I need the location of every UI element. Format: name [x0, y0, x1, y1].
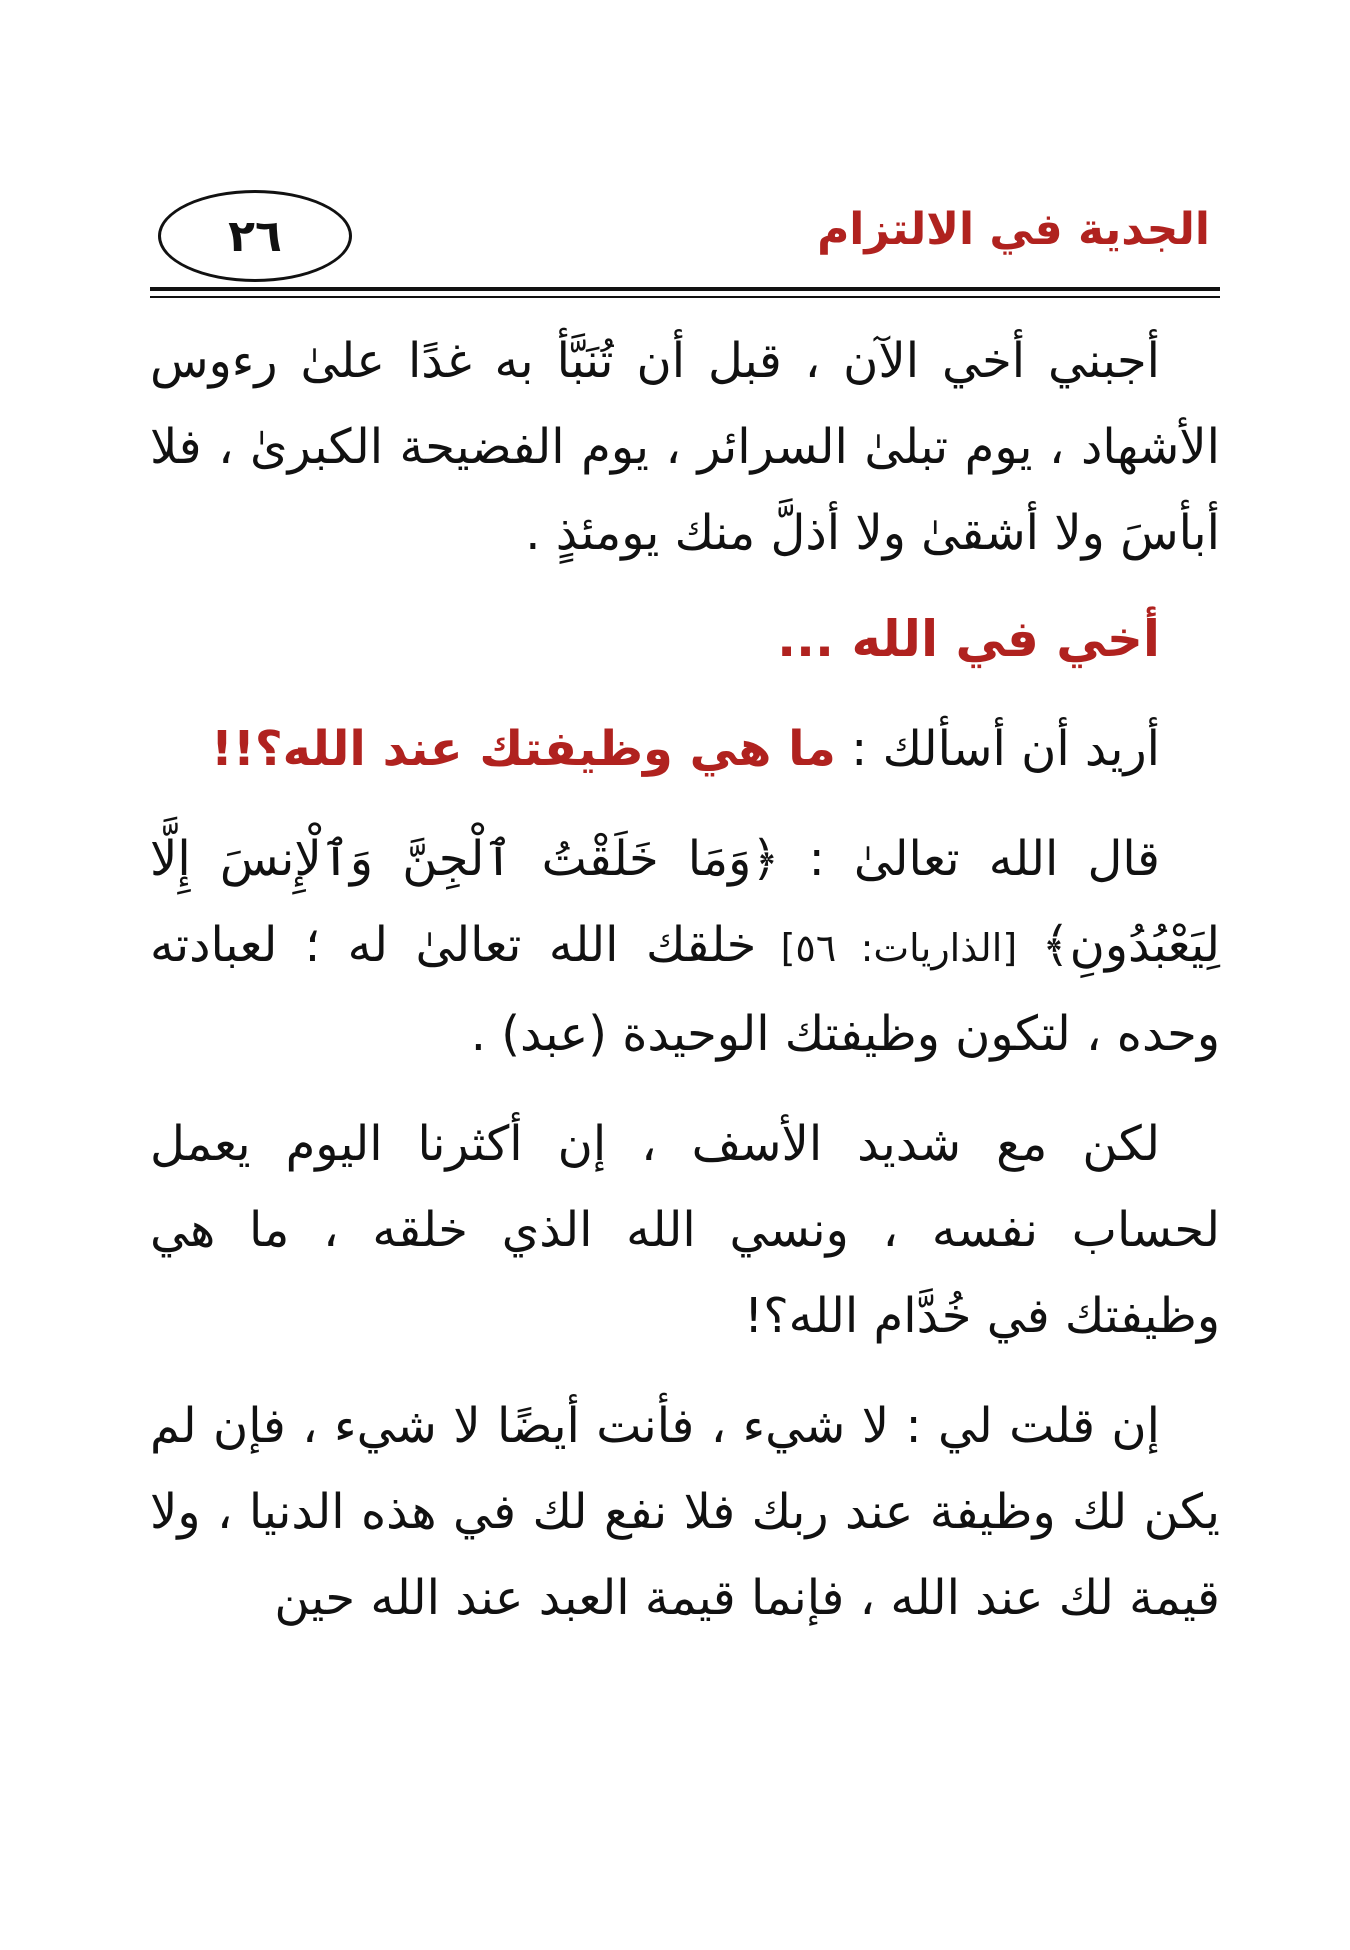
- paragraph-question: [150, 706, 1220, 792]
- verse-lead: قال الله تعالىٰ :: [779, 831, 1160, 887]
- paragraph-intro: أجبني أخي الآن ، قبل أن تُنَبَّأ به غدًا علىٰ رءوس الأشهاد ، يوم تبلىٰ السرائر ، يوم الفضيحة الكبرىٰ ، فلا أبأسَ ولا أشقىٰ ولا أذلَّ منك يومئذٍ .: [150, 333, 1220, 561]
- quran-verse: ﴿وَمَا خَلَقْتُ ٱلْجِنَّ وَٱلْإِنسَ إِلَّا لِيَعْبُدُونِ﴾: [150, 831, 1220, 973]
- page-number-badge: ٢٦: [158, 190, 352, 282]
- header-rule-thin: [150, 296, 1220, 298]
- section-heading: أخي في الله ...: [777, 610, 1160, 668]
- running-title: الجدية في الالتزام: [817, 204, 1210, 255]
- paragraph-verse: [150, 816, 1220, 1077]
- body-text: [150, 318, 1220, 1665]
- question-highlight: ما هي وظيفتك عند الله؟!!: [211, 721, 836, 777]
- page-header: [150, 190, 1220, 290]
- paragraph-worth: إن قلت لي : لا شيء ، فأنت أيضًا لا شيء ، فإن لم يكن لك وظيفة عند ربك فلا نفع لك في هذه الدنيا ، ولا قيمة لك عند الله ، فإنما قيمة العبد عند الله حين: [150, 1398, 1220, 1626]
- verse-reference: [الذاريات: ٥٦]: [756, 926, 1042, 970]
- header-rule-thick: [150, 287, 1220, 291]
- paragraph-regret: لكن مع شديد الأسف ، إن أكثرنا اليوم يعمل لحساب نفسه ، ونسي الله الذي خلقه ، ما هي وظيفتك في خُدَّام الله؟!: [150, 1116, 1220, 1344]
- verse-commentary: خلقك الله تعالىٰ له ؛ لعبادته وحده ، لتكون وظيفتك الوحيدة (عبد) .: [150, 917, 1220, 1062]
- question-lead: أريد أن أسألك :: [835, 721, 1160, 777]
